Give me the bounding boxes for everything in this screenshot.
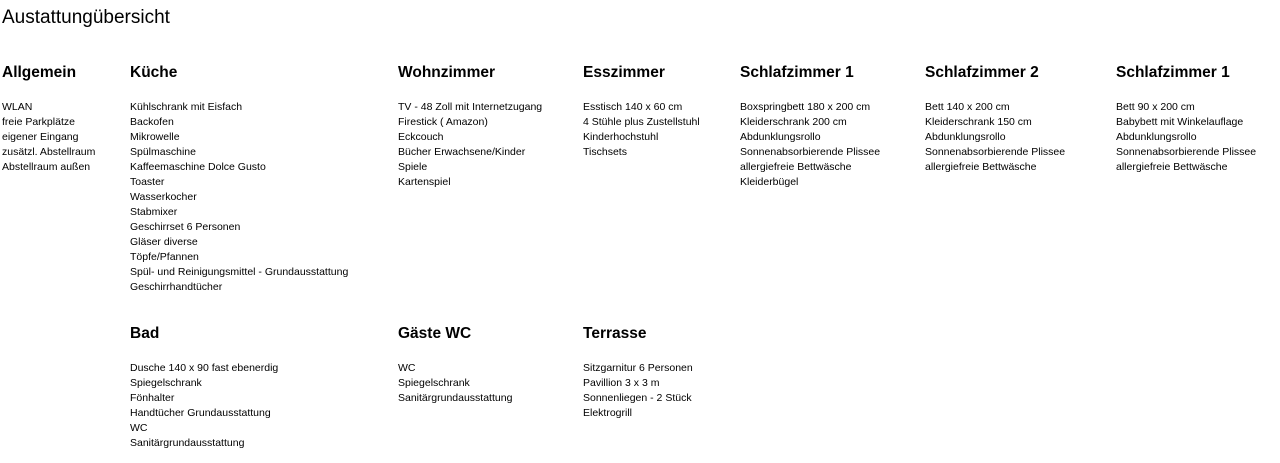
list-item: WC bbox=[130, 422, 148, 434]
list-item: Spiegelschrank bbox=[398, 377, 470, 389]
section-schlafzimmer-2 bbox=[925, 64, 1065, 175]
list-item: Kleiderschrank 150 cm bbox=[925, 116, 1032, 128]
section-schlafzimmer-1 bbox=[740, 64, 880, 190]
section-kueche bbox=[130, 64, 348, 295]
item-list bbox=[2, 100, 95, 175]
list-item: Kleiderbügel bbox=[740, 176, 799, 188]
section-esszimmer bbox=[583, 64, 700, 160]
list-item: Bett 90 x 200 cm bbox=[1116, 101, 1195, 113]
list-item: Stabmixer bbox=[130, 206, 178, 218]
list-item: Eckcouch bbox=[398, 131, 444, 143]
list-item: Wasserkocher bbox=[130, 191, 197, 203]
list-item: Kartenspiel bbox=[398, 176, 451, 188]
list-item: Kühlschrank mit Eisfach bbox=[130, 101, 243, 113]
item-list bbox=[130, 361, 278, 451]
section-bad bbox=[130, 325, 278, 451]
list-item: Bücher Erwachsene/Kinder bbox=[398, 146, 526, 158]
list-item: Geschirrset 6 Personen bbox=[130, 221, 241, 233]
list-item: Gläser diverse bbox=[130, 236, 198, 248]
list-item: TV - 48 Zoll mit Internetzugang bbox=[398, 101, 543, 113]
list-item: Töpfe/Pfannen bbox=[130, 251, 199, 263]
item-list bbox=[1116, 100, 1256, 175]
list-item: Fönhalter bbox=[130, 392, 175, 404]
list-item: Sonnenabsorbierende Plissee bbox=[1116, 146, 1257, 158]
list-item: freie Parkplätze bbox=[2, 116, 75, 128]
list-item: Spülmaschine bbox=[130, 146, 196, 158]
section-terrasse bbox=[583, 325, 693, 421]
item-list bbox=[583, 100, 700, 160]
section-heading: Wohnzimmer bbox=[398, 64, 496, 81]
list-item: Sonnenabsorbierende Plissee bbox=[925, 146, 1066, 158]
section-heading: Schlafzimmer 1 bbox=[740, 64, 854, 81]
section-heading: Bad bbox=[130, 325, 160, 342]
list-item: allergiefreie Bettwäsche bbox=[925, 161, 1037, 173]
list-item: Mikrowelle bbox=[130, 131, 180, 143]
section-heading: Allgemein bbox=[2, 64, 77, 81]
list-item: Babybett mit Winkelauflage bbox=[1116, 116, 1244, 128]
section-heading: Schlafzimmer 1 bbox=[1116, 64, 1230, 81]
list-item: Sonnenabsorbierende Plissee bbox=[740, 146, 881, 158]
list-item: Esstisch 140 x 60 cm bbox=[583, 101, 683, 113]
list-item: Boxspringbett 180 x 200 cm bbox=[740, 101, 871, 113]
list-item: WC bbox=[398, 362, 416, 374]
item-list bbox=[583, 361, 693, 421]
list-item: eigener Eingang bbox=[2, 131, 79, 143]
page-title: Austattungübersicht bbox=[2, 7, 170, 28]
list-item: Spiele bbox=[398, 161, 428, 173]
list-item: Kaffeemaschine Dolce Gusto bbox=[130, 161, 266, 173]
list-item: allergiefreie Bettwäsche bbox=[740, 161, 852, 173]
list-item: Spül- und Reinigungsmittel - Grundausstattung bbox=[130, 266, 349, 278]
list-item: Geschirrhandtücher bbox=[130, 281, 223, 293]
list-item: WLAN bbox=[2, 101, 33, 113]
list-item: Kinderhochstuhl bbox=[583, 131, 659, 143]
list-item: Abdunklungsrollo bbox=[925, 131, 1006, 143]
list-item: 4 Stühle plus Zustellstuhl bbox=[583, 116, 700, 128]
list-item: zusätzl. Abstellraum bbox=[2, 146, 96, 158]
section-allgemein bbox=[2, 64, 95, 175]
list-item: Abdunklungsrollo bbox=[1116, 131, 1197, 143]
list-item: Elektrogrill bbox=[583, 407, 633, 419]
list-item: Bett 140 x 200 cm bbox=[925, 101, 1010, 113]
list-item: Handtücher Grundausstattung bbox=[130, 407, 271, 419]
list-item: allergiefreie Bettwäsche bbox=[1116, 161, 1228, 173]
list-item: Abdunklungsrollo bbox=[740, 131, 821, 143]
item-list bbox=[925, 100, 1065, 175]
item-list bbox=[398, 100, 542, 190]
section-schlafzimmer-1b bbox=[1116, 64, 1256, 175]
list-item: Abstellraum außen bbox=[2, 161, 91, 173]
section-heading: Küche bbox=[130, 64, 178, 81]
item-list bbox=[130, 100, 348, 295]
list-item: Dusche 140 x 90 fast ebenerdig bbox=[130, 362, 279, 374]
section-gaeste-wc bbox=[398, 325, 512, 406]
list-item: Kleiderschrank 200 cm bbox=[740, 116, 847, 128]
section-wohnzimmer bbox=[398, 64, 542, 190]
item-list bbox=[740, 100, 880, 190]
list-item: Toaster bbox=[130, 176, 165, 188]
section-heading: Schlafzimmer 2 bbox=[925, 64, 1039, 81]
item-list bbox=[398, 361, 512, 406]
list-item: Backofen bbox=[130, 116, 174, 128]
section-heading: Esszimmer bbox=[583, 64, 665, 81]
section-heading: Terrasse bbox=[583, 325, 647, 342]
list-item: Sitzgarnitur 6 Personen bbox=[583, 362, 693, 374]
list-item: Sonnenliegen - 2 Stück bbox=[583, 392, 692, 404]
list-item: Sanitärgrundausstattung bbox=[130, 437, 245, 449]
list-item: Spiegelschrank bbox=[130, 377, 202, 389]
section-heading: Gäste WC bbox=[398, 325, 472, 342]
list-item: Sanitärgrundausstattung bbox=[398, 392, 513, 404]
list-item: Tischsets bbox=[583, 146, 627, 158]
list-item: Firestick ( Amazon) bbox=[398, 116, 488, 128]
list-item: Pavillion 3 x 3 m bbox=[583, 377, 660, 389]
